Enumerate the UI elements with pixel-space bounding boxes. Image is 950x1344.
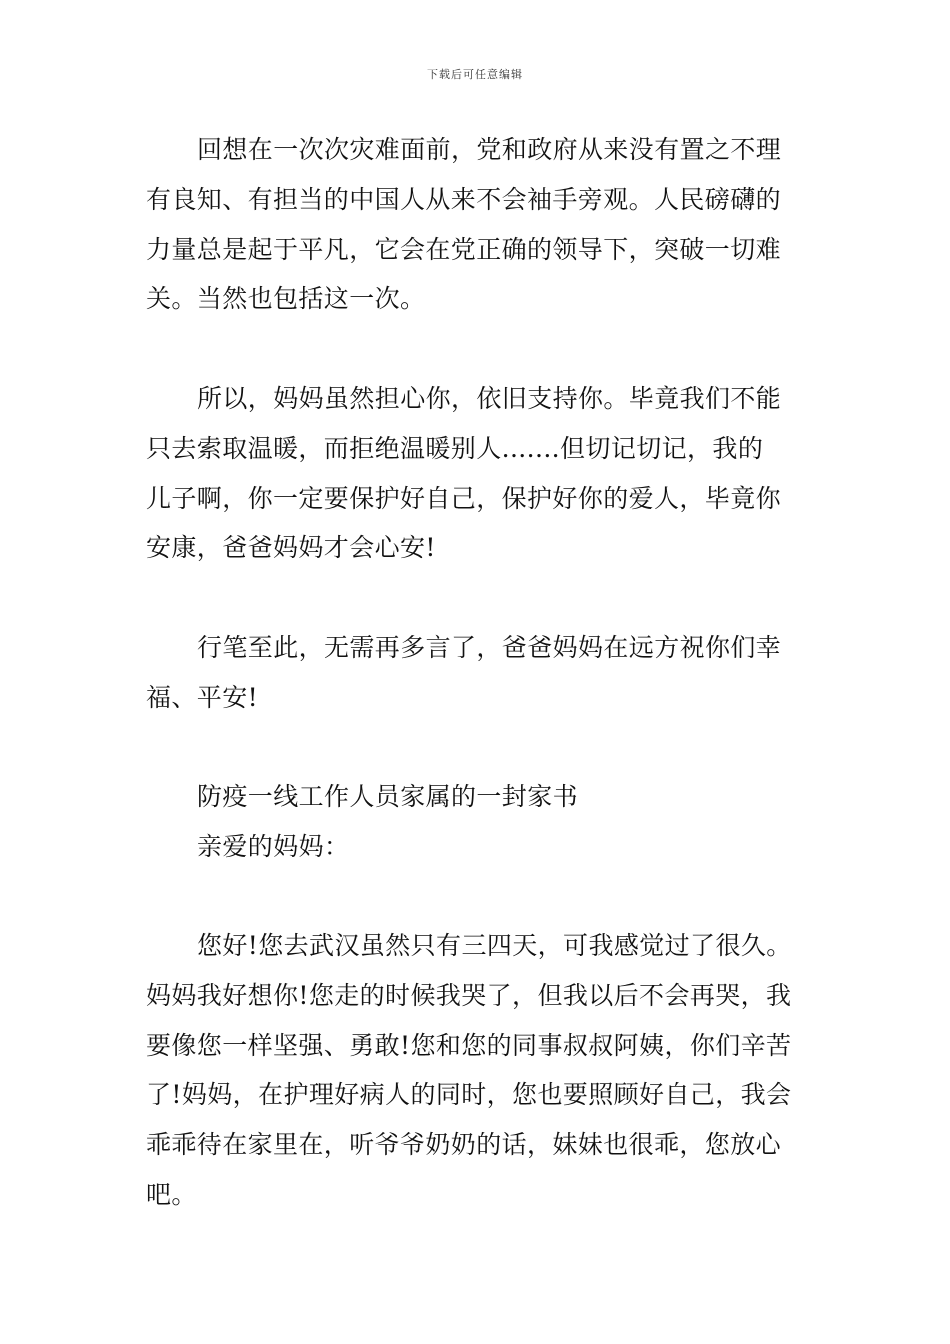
- text-line: 行笔至此，无需再多言了，爸爸妈妈在远方祝你们幸: [197, 633, 782, 662]
- text-line: 只去索取温暖，而拒绝温暖别人.......但切记切记，我的: [146, 434, 764, 463]
- text-line: 吧。: [146, 1180, 197, 1209]
- text-line: 关。当然也包括这一次。: [146, 284, 426, 313]
- text-line: 力量总是起于平凡，它会在党正确的领导下，突破一切难: [146, 235, 782, 264]
- text-line: 要像您一样坚强、勇敢!您和您的同事叔叔阿姨，你们辛苦: [146, 1031, 792, 1060]
- section-title: 防疫一线工作人员家属的一封家书: [197, 782, 579, 811]
- text-line: 有良知、有担当的中国人从来不会袖手旁观。人民磅礴的: [146, 185, 782, 214]
- text-line: 安康，爸爸妈妈才会心安!: [146, 533, 436, 562]
- text-line: 福、平安!: [146, 683, 259, 712]
- text-line: 儿子啊，你一定要保护好自己，保护好你的爱人，毕竟你: [146, 484, 782, 513]
- text-line: 了!妈妈，在护理好病人的同时，您也要照顾好自己，我会: [146, 1080, 792, 1109]
- text-line: 所以，妈妈虽然担心你，依旧支持你。毕竟我们不能: [197, 384, 782, 413]
- header-note: 下载后可任意编辑: [427, 68, 523, 81]
- text-line: 您好!您去武汉虽然只有三四天，可我感觉过了很久。: [197, 931, 792, 960]
- salutation: 亲爱的妈妈：: [197, 832, 350, 861]
- text-line: 妈妈我好想你!您走的时候我哭了，但我以后不会再哭，我: [146, 981, 792, 1010]
- text-line: 乖乖待在家里在，听爷爷奶奶的话，妹妹也很乖，您放心: [146, 1130, 782, 1159]
- text-line: 回想在一次次灾难面前，党和政府从来没有置之不理: [197, 135, 782, 164]
